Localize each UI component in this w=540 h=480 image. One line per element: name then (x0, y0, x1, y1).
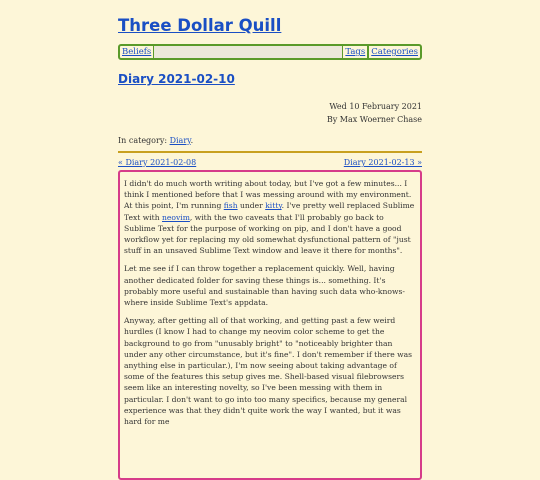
kitty-link[interactable]: kitty (265, 201, 282, 211)
top-navbar (118, 44, 422, 60)
category-link[interactable]: Diary (169, 136, 191, 145)
category-prefix: In category: (118, 136, 168, 145)
post-title-link[interactable]: Diary 2021-02-10 (118, 72, 235, 86)
p1-text-b: under (237, 201, 266, 211)
paragraph-3: Anyway, after getting all of that working, and getting past a few weird hurdles (I know I had to change my neovim color scheme to get the background to go from "unusably bright" to "noticeably brighter than under any other circumstance, but it's fine". I don't remember if there was anything else in particular.), I'm now seeing about taking advantage of some of the features this setup gives me. Shell-based visual filebrowsers seem like an interesting novelty, so I've been messing with them in particular. I don't want to go into too many specifics, because my general experience was that they didn't quite work the way I wanted, but it was hard for me (124, 316, 413, 427)
next-post-link[interactable]: Diary 2021-02-13 » (343, 158, 422, 167)
post-content (118, 170, 422, 480)
post-pagination (118, 158, 422, 167)
paragraph-1 (124, 178, 415, 256)
nav-tags-link[interactable]: Tags (345, 47, 366, 57)
nav-beliefs-link[interactable]: Beliefs (122, 47, 152, 57)
nav-categories-link[interactable]: Categories (371, 47, 418, 57)
divider-rule (118, 151, 422, 153)
site-title-link[interactable]: Three Dollar Quill (118, 16, 282, 35)
p1-text-d: , with the two caveats that I'll probably go back to Sublime Text for the purpose of working on pip, and I don't have a good workflow yet for replacing my old somewhat dysfunctional pattern of "just stuff in an unsaved Sublime Text window and leave it there for months". (124, 212, 411, 256)
p1-text-c: . I've pretty well replaced Sublime Text with (124, 201, 415, 222)
post-author: By Max Woerner Chase (326, 115, 422, 124)
p1-text-a: I didn't do much worth writing about today, but I've got a few minutes... I think I mentioned before that I was messing around with my environment. At this point, I'm running (124, 179, 412, 211)
page (118, 0, 422, 480)
post-meta (118, 100, 422, 126)
prev-post-link[interactable]: « Diary 2021-02-08 (118, 158, 197, 167)
post-date: Wed 10 February 2021 (329, 102, 422, 111)
paragraph-2: Let me see if I can throw together a replacement quickly. Well, having another dedicated folder for saving these things is... something. It's probably more useful and sustainable than having such data who-knows-where inside Sublime Text's appdata. (124, 264, 405, 308)
fish-link[interactable]: fish (223, 201, 238, 211)
nav-spacer (153, 46, 343, 58)
neovim-link[interactable]: neovim (162, 212, 190, 222)
post-category: In category: Diary. (118, 136, 194, 145)
